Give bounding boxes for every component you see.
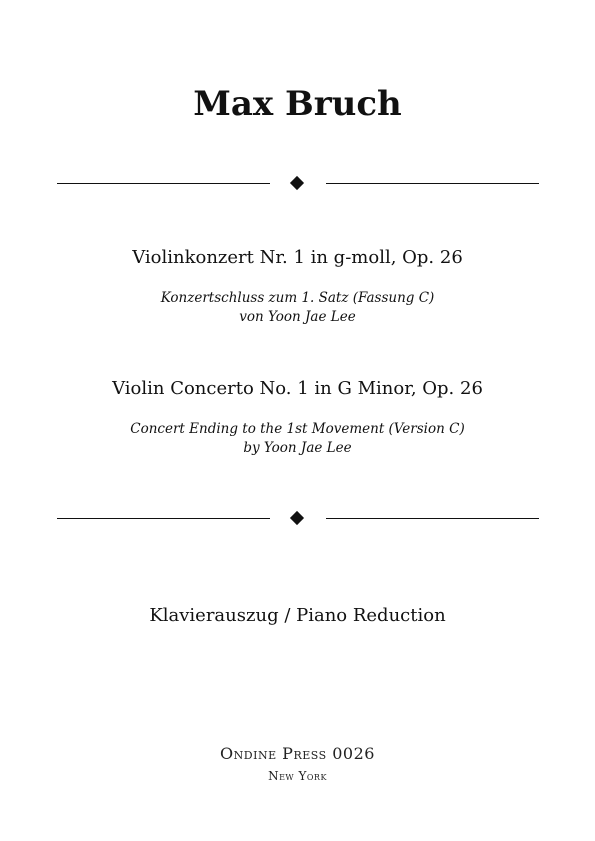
english-subtitle-line1: Concert Ending to the 1st Movement (Version C) <box>130 421 465 437</box>
publisher-name: Ondine Press 0026 <box>220 744 375 763</box>
english-subtitle-line2: by Yoon Jae Lee <box>243 440 352 456</box>
diamond-ornament-icon <box>290 176 304 190</box>
top-ornament-divider <box>57 176 539 192</box>
publisher-city: New York <box>268 769 327 783</box>
english-title-block <box>0 377 595 458</box>
divider-line-left <box>57 183 270 184</box>
german-subtitle-line1: Konzertschluss zum 1. Satz (Fassung C) <box>160 290 435 306</box>
german-subtitle-line2: von Yoon Jae Lee <box>239 309 356 325</box>
divider-line-right <box>326 518 539 519</box>
edition-type: Klavierauszug / Piano Reduction <box>149 605 446 626</box>
divider-line-left <box>57 518 270 519</box>
german-work-title: Violinkonzert Nr. 1 in g-moll, Op. 26 <box>132 247 463 268</box>
diamond-ornament-icon <box>290 511 304 525</box>
german-title-block <box>0 246 595 327</box>
english-work-title: Violin Concerto No. 1 in G Minor, Op. 26 <box>112 378 483 399</box>
composer-name: Max Bruch <box>193 84 402 124</box>
bottom-ornament-divider <box>57 511 539 527</box>
divider-line-right <box>326 183 539 184</box>
